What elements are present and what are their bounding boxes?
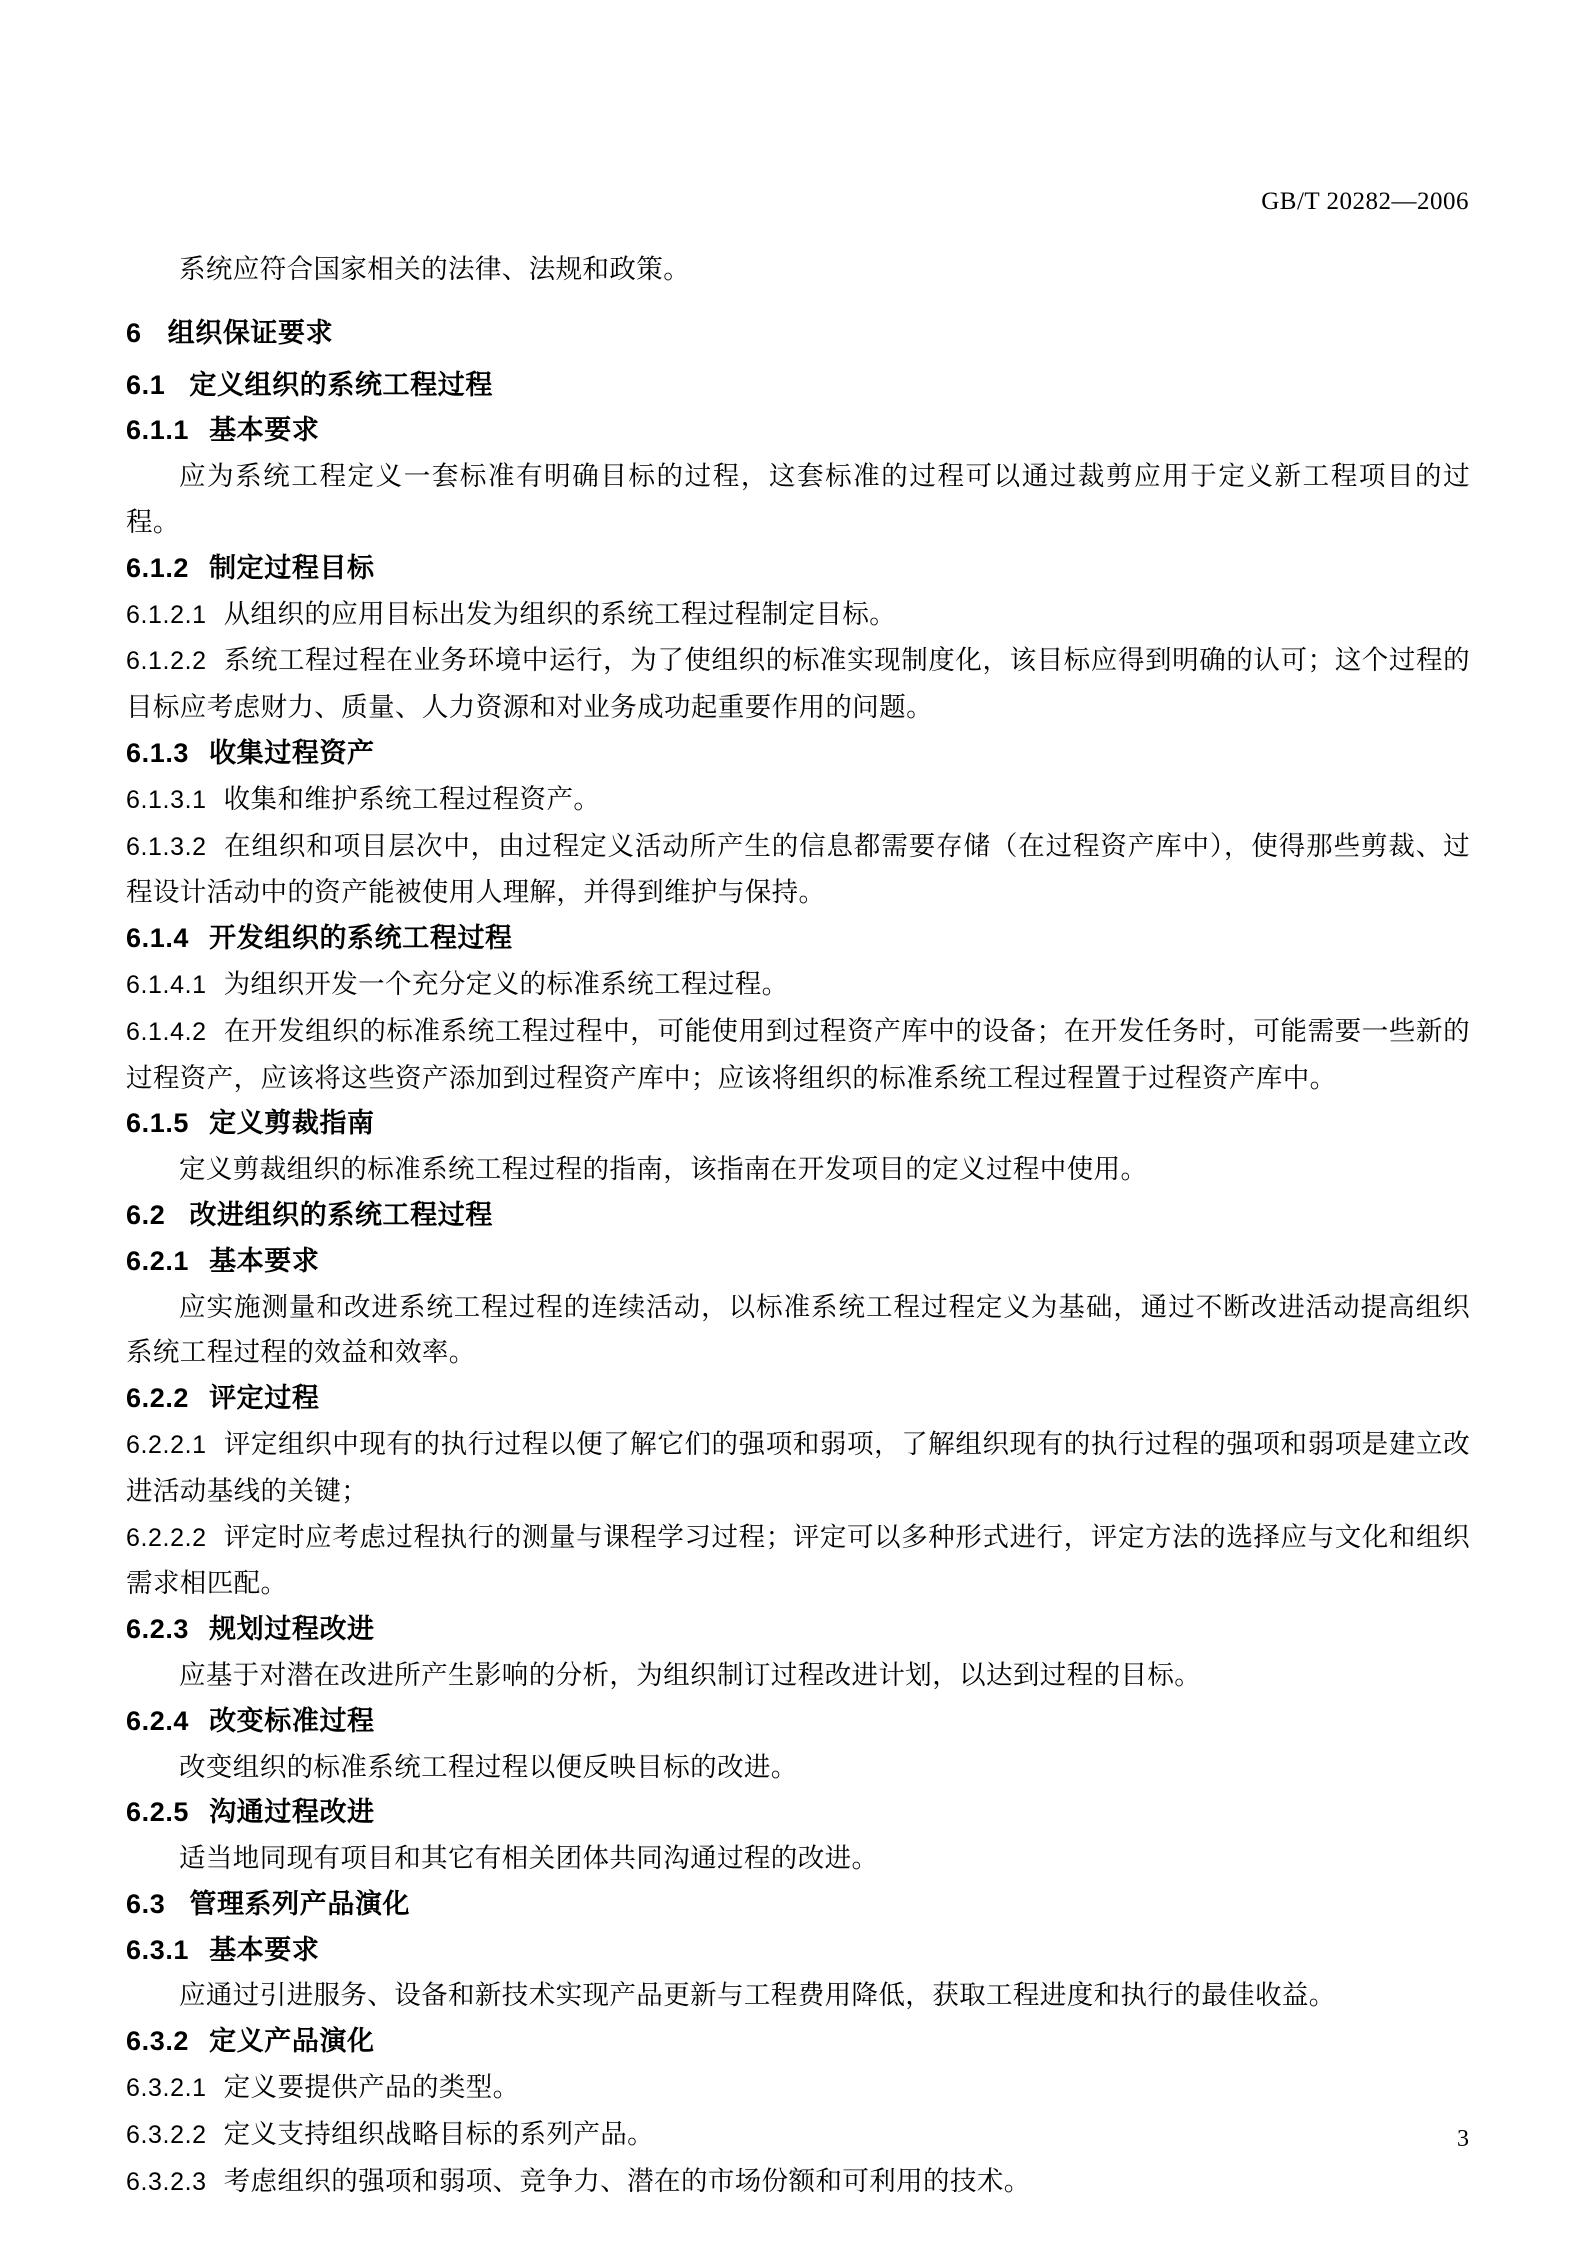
clause-6-3-2-2: [126, 2112, 1470, 2159]
paragraph-6-2-1: 应实施测量和改进系统工程过程的连续活动，以标准系统工程过程定义为基础，通过不断改进活动提高组织系统工程过程的效益和效率。: [126, 1291, 1470, 1368]
heading-6-2-3-title: 规划过程改进: [209, 1614, 375, 1645]
clause-6-2-2-1: [126, 1422, 1470, 1515]
paragraph-6-2-4: 改变组织的标准系统工程过程以便反映目标的改进。: [179, 1751, 798, 1782]
heading-6-2-number: 6.2: [126, 1199, 166, 1230]
clause-6-1-4-1-text: 为组织开发一个充分定义的标准系统工程过程。: [223, 968, 789, 999]
clause-6-1-3-2-number: 6.1.3.2: [126, 832, 207, 861]
heading-6-2-3: [126, 1607, 1470, 1653]
spacer: [126, 293, 1470, 311]
heading-6-2-4: [126, 1699, 1470, 1745]
heading-6-3-number: 6.3: [126, 1888, 166, 1919]
heading-6-2-5-number: 6.2.5: [126, 1797, 190, 1828]
page-number: 3: [1457, 2126, 1469, 2152]
paragraph-6-3-1: 应通过引进服务、设备和新技术实现产品更新与工程费用降低，获取工程进度和执行的最佳收益。: [179, 1980, 1336, 2011]
heading-6-3: [126, 1882, 1470, 1928]
heading-6-1-1-title: 基本要求: [209, 415, 320, 446]
clause-6-3-2-2-number: 6.3.2.2: [126, 2120, 207, 2149]
heading-6-1-2: [126, 546, 1470, 592]
clause-6-1-2-1: [126, 592, 1470, 639]
heading-6-1-3: [126, 731, 1470, 777]
clause-6-1-3-1-number: 6.1.3.1: [126, 785, 207, 814]
clause-6-1-4-1-number: 6.1.4.1: [126, 970, 207, 999]
clause-6-3-2-1-text: 定义要提供产品的类型。: [223, 2072, 520, 2103]
clause-6-1-4-2: [126, 1009, 1470, 1102]
clause-6-3-2-1: [126, 2065, 1470, 2112]
paragraph-6-2-3: 应基于对潜在改进所产生影响的分析，为组织制订过程改进计划，以达到过程的目标。: [179, 1659, 1202, 1690]
clause-6-1-2-1-text: 从组织的应用目标出发为组织的系统工程过程制定目标。: [223, 598, 897, 629]
clause-6-1-3-2: [126, 824, 1470, 917]
heading-6-1-3-number: 6.1.3: [126, 737, 190, 768]
heading-6-3-2: [126, 2019, 1470, 2065]
clause-6-2-2-2-number: 6.2.2.2: [126, 1523, 207, 1552]
heading-6-3-2-title: 定义产品演化: [209, 2026, 375, 2057]
heading-6-3-2-number: 6.3.2: [126, 2026, 190, 2057]
heading-6-2-2: [126, 1376, 1470, 1422]
heading-6-1-2-number: 6.1.2: [126, 552, 190, 583]
heading-6-2-1-title: 基本要求: [209, 1245, 320, 1276]
heading-6-1-number: 6.1: [126, 369, 166, 400]
heading-6-1-3-title: 收集过程资产: [209, 737, 375, 768]
clause-6-3-2-3: [126, 2159, 1470, 2206]
standard-number: GB/T 20282—2006: [1261, 188, 1469, 215]
heading-6-1-1-number: 6.1.1: [126, 415, 190, 446]
clause-6-1-2-2-number: 6.1.2.2: [126, 647, 207, 676]
clause-6-3-2-3-number: 6.3.2.3: [126, 2167, 207, 2196]
clause-6-1-4-1: [126, 962, 1470, 1009]
clause-6-1-3-1: [126, 777, 1470, 824]
heading-6-2: [126, 1193, 1470, 1239]
paragraph-6-1-5: 定义剪裁组织的标准系统工程过程的指南，该指南在开发项目的定义过程中使用。: [179, 1154, 1148, 1185]
clause-6-1-4-2-text: 在开发组织的标准系统工程过程中，可能使用到过程资产库中的设备；在开发任务时，可能需要一些新的过程资产，应该将这些资产添加到过程资产库中；应该将组织的标准系统工程过程置于过程资产库中。: [126, 1015, 1470, 1093]
paragraph-6-2-5: 适当地同现有项目和其它有相关团体共同沟通过程的改进。: [179, 1843, 879, 1874]
heading-6-2-5: [126, 1790, 1470, 1836]
clause-6-2-2-2: [126, 1515, 1470, 1608]
clause-6-1-2-2-text: 系统工程过程在业务环境中运行，为了使组织的标准实现制度化，该目标应得到明确的认可；这个过程的目标应考虑财力、质量、人力资源和对业务成功起重要作用的问题。: [126, 645, 1470, 723]
heading-6-2-5-title: 沟通过程改进: [209, 1797, 375, 1828]
clause-6-2-2-1-text: 评定组织中现有的执行过程以便了解它们的强项和弱项，了解组织现有的执行过程的强项和弱项是建立改进活动基线的关键；: [126, 1428, 1470, 1506]
heading-6-3-1-number: 6.3.1: [126, 1934, 190, 1965]
heading-6-2-4-title: 改变标准过程: [209, 1705, 375, 1736]
heading-6-1-5-number: 6.1.5: [126, 1108, 190, 1139]
heading-6-1-5-title: 定义剪裁指南: [209, 1108, 375, 1139]
heading-6-3-1: [126, 1928, 1470, 1974]
heading-6-1-4-title: 开发组织的系统工程过程: [209, 923, 513, 954]
heading-6-title: 组织保证要求: [167, 317, 334, 348]
heading-6-2-3-number: 6.2.3: [126, 1614, 190, 1645]
heading-6-1-4: [126, 916, 1470, 962]
heading-6-2-4-number: 6.2.4: [126, 1705, 190, 1736]
heading-6-1-4-number: 6.1.4: [126, 923, 190, 954]
heading-6-number: 6: [126, 317, 142, 348]
clause-6-1-4-2-number: 6.1.4.2: [126, 1017, 207, 1046]
document-body: [126, 247, 1470, 2205]
heading-6: [126, 311, 1470, 357]
heading-6-1-title: 定义组织的系统工程过程: [189, 369, 493, 400]
clause-6-3-2-3-text: 考虑组织的强项和弱项、竞争力、潜在的市场份额和可利用的技术。: [223, 2165, 1031, 2196]
clause-6-1-3-1-text: 收集和维护系统工程过程资产。: [223, 783, 601, 814]
heading-6-2-2-number: 6.2.2: [126, 1383, 190, 1414]
heading-6-3-1-title: 基本要求: [209, 1934, 320, 1965]
clause-6-3-2-2-text: 定义支持组织战略目标的系列产品。: [223, 2118, 655, 2149]
heading-6-1-5: [126, 1101, 1470, 1147]
clause-6-1-2-1-number: 6.1.2.1: [126, 600, 207, 629]
clause-6-2-2-2-text: 评定时应考虑过程执行的测量与课程学习过程；评定可以多种形式进行，评定方法的选择应与文化和组织需求相匹配。: [126, 1521, 1470, 1599]
heading-6-1: [126, 363, 1470, 409]
heading-6-2-1-number: 6.2.1: [126, 1245, 190, 1276]
heading-6-2-1: [126, 1239, 1470, 1285]
heading-6-2-title: 改进组织的系统工程过程: [189, 1199, 493, 1230]
clause-6-1-3-2-text: 在组织和项目层次中，由过程定义活动所产生的信息都需要存储（在过程资产库中），使得那些剪裁、过程设计活动中的资产能被使用人理解，并得到维护与保持。: [126, 830, 1470, 908]
heading-6-1-2-title: 制定过程目标: [209, 552, 375, 583]
clause-6-2-2-1-number: 6.2.2.1: [126, 1430, 207, 1459]
heading-6-3-title: 管理系列产品演化: [189, 1888, 411, 1919]
paragraph-6-1-1: 应为系统工程定义一套标准有明确目标的过程，这套标准的过程可以通过裁剪应用于定义新工程项目的过程。: [126, 461, 1470, 537]
clause-6-3-2-1-number: 6.3.2.1: [126, 2074, 207, 2103]
heading-6-2-2-title: 评定过程: [209, 1383, 320, 1414]
intro-paragraph: 系统应符合国家相关的法律、法规和政策。: [179, 254, 691, 284]
page-header: [0, 188, 1587, 228]
heading-6-1-1: [126, 408, 1470, 454]
clause-6-1-2-2: [126, 638, 1470, 731]
